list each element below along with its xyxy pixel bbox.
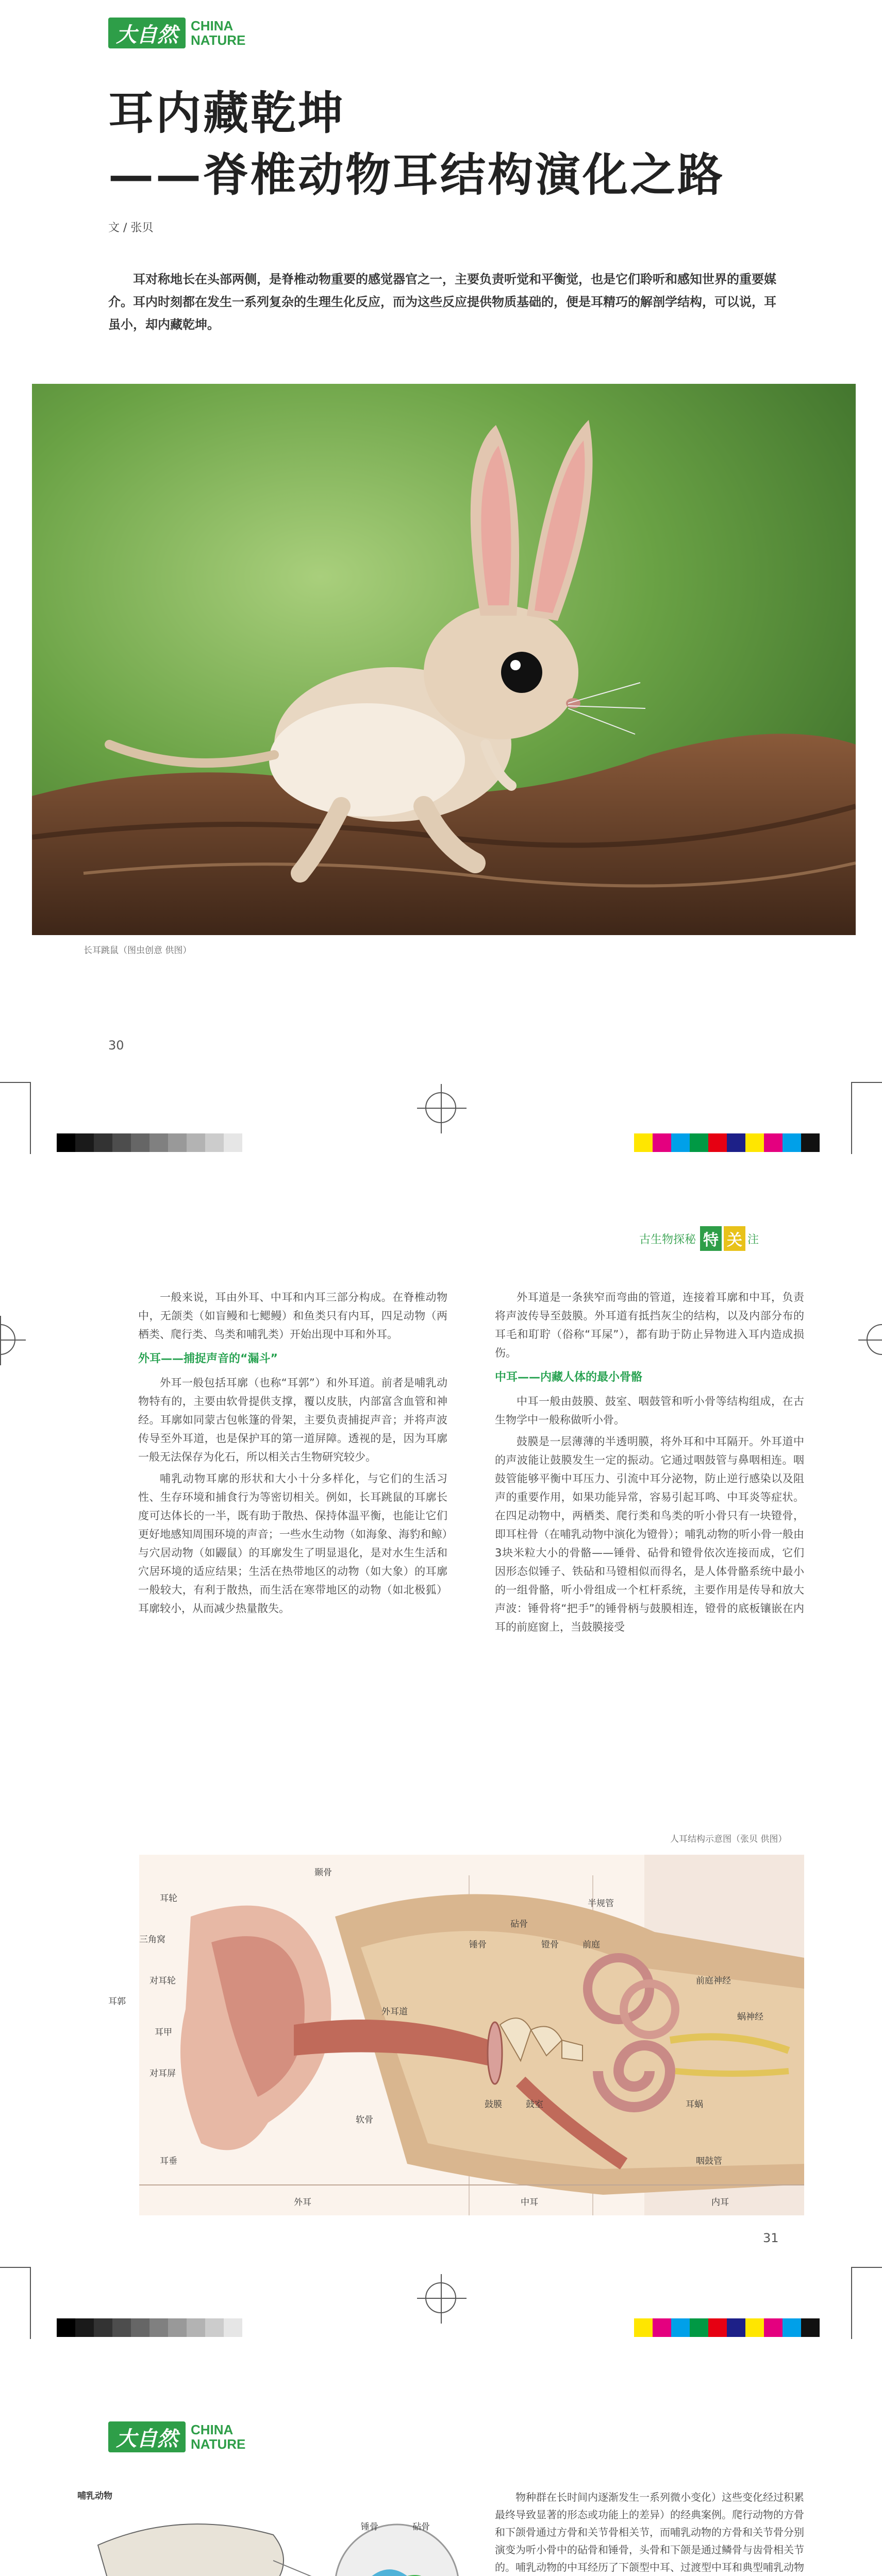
label-middle-ear: 中耳 xyxy=(521,2197,538,2208)
column-tag-char1: 特 xyxy=(700,1226,722,1251)
section-heading-middle-ear: 中耳——内藏人体的最小骨骼 xyxy=(495,1371,643,1384)
column-tag-char2: 关 xyxy=(724,1226,745,1251)
para: 哺乳动物耳廓的形状和大小十分多样化，与它们的生活习性、生存环境和捕食行为等密切相关。例如，长耳跳鼠的耳廓长度可达体长的一半，既有助于散热、保持体温平衡，也能让它们更好地感知周围环境的声音；一些水生动物（如海象、海豹和鲸）与穴居动物（如鼹鼠）的耳廓发生了明显退化，是对水生生活和穴居环境的适应结果；生活在热带地区的动物（如大象）的耳廓一般较大，有利于散热，而生活在寒带地区的动物（如北极狐）耳廓较小，从而减少热量散失。 xyxy=(138,1472,447,1615)
ear-caption: 人耳结构示意图（张贝 供图） xyxy=(670,1834,787,1844)
label-vestibular-nerve: 前庭神经 xyxy=(696,1976,731,1986)
label-ear-canal: 外耳道 xyxy=(381,2007,408,2017)
para: 外耳一般包括耳廓（也称“耳郭”）和外耳道。前者是哺乳动物特有的，主要由软骨提供支撑，覆以皮肤，内部富含血管和神经。耳廓如同蒙古包帐篷的骨架，主要负责捕捉声音；并将声波传导至外耳道，也是保护耳的第一道屏障。透视的是，因为耳廓一般无法保存为化石，所以相关古生物研究较少。 xyxy=(138,1377,447,1463)
label-concha: 耳甲 xyxy=(155,2027,172,2038)
label-lobe: 耳垂 xyxy=(160,2156,177,2166)
jerboa-photo xyxy=(32,384,856,935)
registration-mark xyxy=(425,1092,456,1123)
grayscale-bar xyxy=(57,1133,242,1152)
logo-en-line2: NATURE xyxy=(191,32,246,48)
page2-col1 xyxy=(138,1288,447,1621)
page-number-30: 30 xyxy=(108,1038,124,1053)
label-vestibule: 前庭 xyxy=(583,1940,600,1950)
label-stapes: 镫骨 xyxy=(541,1940,559,1950)
jerboa-illustration xyxy=(32,384,856,935)
author: 文 / 张贝 xyxy=(108,222,154,234)
label-antihelix: 对耳轮 xyxy=(149,1976,176,1986)
para: 鼓膜是一层薄薄的半透明膜，将外耳和中耳隔开。外耳道中的声波能让鼓膜发生一定的振动。它通过咽鼓管与鼻咽相连。咽鼓管能够平衡中耳压力、引流中耳分泌物，防止逆行感染以及阻声的重要作用，如果功能异常，容易引起耳鸣、中耳炎等症状。在四足动物中，两栖类、爬行类和鸟类的听小骨只有一块镫骨，即耳柱骨（在哺乳动物中演化为镫骨）；哺乳动物的听小骨一般由3块米粒大小的骨骼——锤骨、砧骨和镫骨依次连接而成，它们因形态似锤子、铁砧和马镫相似而得名，是人体骨骼系统中最小的一组骨骼，听小骨组成一个杠杆系统，主要作用是传导和放大声波：锤骨将“把手”的锤骨柄与鼓膜相连，镫骨的底板镶嵌在内耳的前庭窗上，当鼓膜接受 xyxy=(495,1435,804,1633)
label-tragus: 对耳屏 xyxy=(149,2069,176,2079)
brand-logo-p3: 大自然 CHINA NATURE xyxy=(108,2421,245,2452)
label-cochlea: 耳蜗 xyxy=(686,2099,703,2110)
label-cochlear-nerve: 蜗神经 xyxy=(737,2012,763,2022)
brand-logo xyxy=(108,18,245,48)
photo-caption: 长耳跳鼠（图虫创意 供图） xyxy=(84,945,192,956)
label-temporal: 颞骨 xyxy=(314,1868,332,1878)
para: 一般来说，耳由外耳、中耳和内耳三部分构成。在脊椎动物中，无颌类（如盲鳗和七鳃鳗）和鱼类只有内耳，四足动物（两栖类、爬行类、鸟类和哺乳类）开始出现中耳和外耳。 xyxy=(138,1291,447,1341)
label-inner-ear: 内耳 xyxy=(711,2197,729,2208)
fig1-malleus: 锤骨 xyxy=(361,2522,378,2532)
label-cartilage: 软骨 xyxy=(356,2115,373,2125)
label-incus: 砧骨 xyxy=(510,1919,528,1929)
para: 中耳一般由鼓膜、鼓室、咽鼓管和听小骨等结构组成，在古生物学中一般称做听小骨。 xyxy=(495,1395,804,1426)
para: 物种群在长时间内逐渐发生一系列微小变化）这些变化经过积累最终导致显著的形态或功能上的差异）的经典案例。爬行动物的方骨和下颌骨通过方骨和关节骨相关节，而哺乳动物的方骨和关节骨分别演变为听小骨中的砧骨和锤骨，头骨和下颌是通过鳞骨与齿骨相关节的。哺乳动物的中耳经历了下颌型中耳、过渡型中耳和典型哺乳动物 xyxy=(495,2491,804,2573)
label-eustachian: 咽鼓管 xyxy=(696,2156,722,2166)
label-outer-ear: 外耳 xyxy=(294,2197,311,2208)
section-heading-outer-ear: 外耳——捕捉声音的“漏斗” xyxy=(138,1352,278,1365)
logo-cn: 大自然 xyxy=(108,18,186,48)
para: 外耳道是一条狭窄而弯曲的管道，连接着耳廓和中耳，负责将声波传导至鼓膜。外耳道有抵挡灰尘的结构，以及内部分布的耳毛和耵聍（俗称“耳屎”），都有助于防止异物进入耳内造成损伤。 xyxy=(495,1291,804,1359)
page3-right-col xyxy=(495,2488,804,2576)
column-tag: 古生物探秘 特 关 注 xyxy=(639,1226,759,1251)
label-auricle: 耳郭 xyxy=(108,1996,126,2007)
article-title-line1: 耳内藏乾坤 xyxy=(108,86,346,140)
logo-en-line1: CHINA xyxy=(191,18,234,33)
label-helix: 耳轮 xyxy=(160,1893,177,1904)
color-bar xyxy=(634,1133,820,1152)
lead-paragraph: 耳对称地长在头部两侧，是脊椎动物重要的感觉器官之一，主要负责听觉和平衡觉，也是它们聆听和感知世界的重要媒介。耳内时刻都在发生一系列复杂的生理生化反应，而为这些反应提供物质基础的，便是耳精巧的解剖学结构，可以说，耳虽小，却内藏乾坤。 xyxy=(108,272,776,332)
label-tympanic-cavity: 鼓室 xyxy=(526,2099,543,2110)
ear-diagram xyxy=(108,1855,804,2215)
skull-figure xyxy=(77,2488,479,2576)
label-malleus: 锤骨 xyxy=(469,1940,487,1950)
fig1-group-mammal: 哺乳动物 xyxy=(77,2491,112,2501)
page2-col2 xyxy=(495,1288,804,1639)
label-tympanum: 鼓膜 xyxy=(485,2099,502,2110)
label-canals: 半规管 xyxy=(588,1899,614,1909)
fig1-incus: 砧骨 xyxy=(412,2522,430,2532)
label-triangular-fossa: 三角窝 xyxy=(139,1935,165,1945)
page-number-31: 31 xyxy=(763,2231,779,2245)
article-title-line2: ——脊椎动物耳结构演化之路 xyxy=(108,148,725,201)
